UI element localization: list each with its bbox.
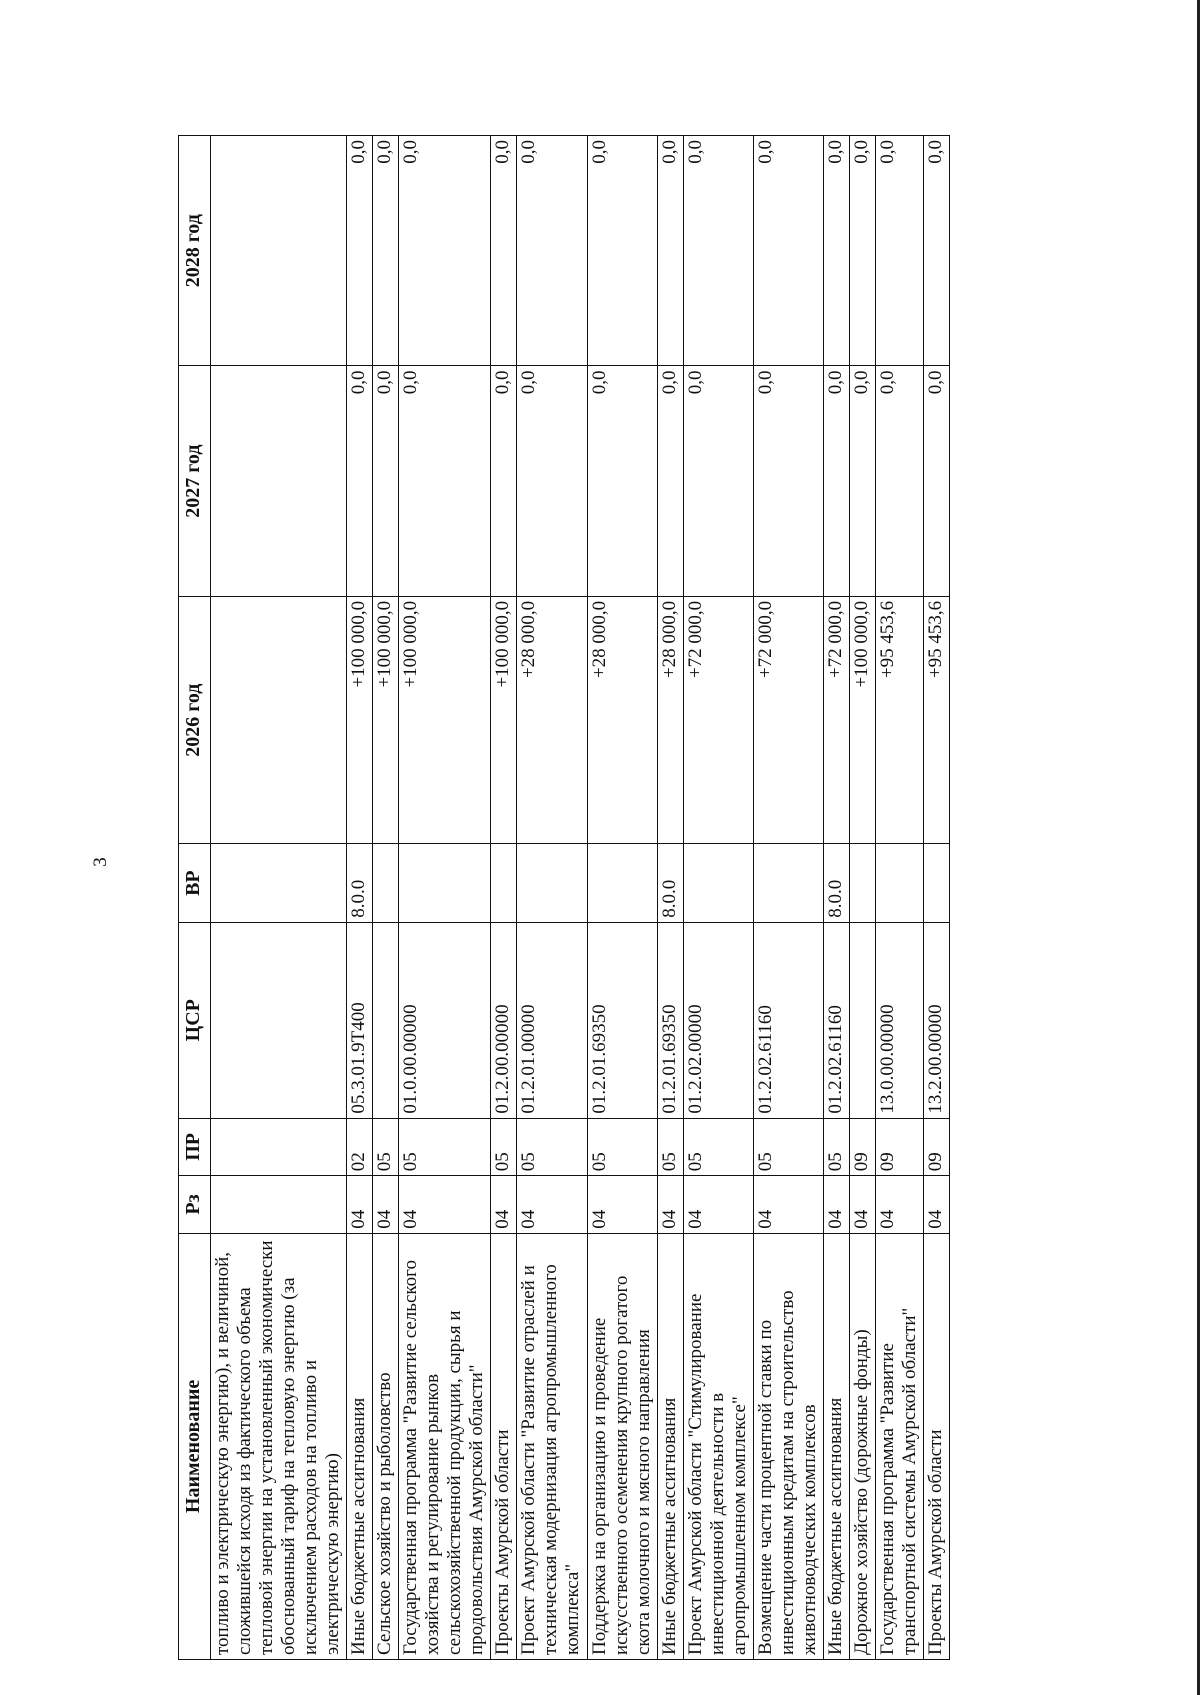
cell-csr: 01.2.01.69350 [657, 922, 683, 1118]
cell-pr: 05 [753, 1118, 823, 1176]
cell-csr [849, 922, 875, 1118]
table-body [211, 136, 950, 1660]
cell-y2027: 0,0 [923, 366, 949, 596]
cell-csr: 13.2.00.00000 [923, 922, 949, 1118]
cell-name: Государственная программа "Развитие сельского хозяйства и регулирование рынков сельскохозяйственной продукции, сырья и продовольствия Амурской области" [399, 1233, 491, 1659]
cell-vr [491, 844, 517, 922]
table-row [657, 136, 683, 1660]
cell-y2028 [211, 136, 347, 366]
page-number: 3 [90, 857, 111, 867]
cell-csr: 01.2.01.69350 [587, 922, 657, 1118]
cell-y2026: +95 453,6 [923, 596, 949, 844]
cell-csr: 01.2.00.00000 [491, 922, 517, 1118]
budget-table [178, 135, 950, 1660]
cell-name: Проект Амурской области "Развитие отраслей и техническая модернизация агропромышленного комплекса" [517, 1233, 587, 1659]
cell-rz: 04 [517, 1176, 587, 1234]
cell-y2026: +100 000,0 [849, 596, 875, 844]
cell-y2027: 0,0 [683, 366, 753, 596]
cell-y2026: +28 000,0 [587, 596, 657, 844]
cell-csr: 13.0.00.00000 [875, 922, 923, 1118]
header-vr: ВР [179, 844, 211, 922]
cell-pr: 09 [875, 1118, 923, 1176]
table-row [587, 136, 657, 1660]
cell-vr [875, 844, 923, 922]
cell-rz: 04 [875, 1176, 923, 1234]
cell-y2028: 0,0 [923, 136, 949, 366]
cell-y2027 [211, 366, 347, 596]
cell-vr [373, 844, 399, 922]
cell-y2026: +72 000,0 [753, 596, 823, 844]
table-row [347, 136, 373, 1660]
cell-pr: 05 [491, 1118, 517, 1176]
cell-y2028: 0,0 [849, 136, 875, 366]
cell-pr: 05 [373, 1118, 399, 1176]
cell-name: Проекты Амурской области [491, 1233, 517, 1659]
cell-rz: 04 [657, 1176, 683, 1234]
cell-pr: 05 [823, 1118, 849, 1176]
cell-name: Дорожное хозяйство (дорожные фонды) [849, 1233, 875, 1659]
cell-y2026: +72 000,0 [823, 596, 849, 844]
cell-vr [399, 844, 491, 922]
cell-rz: 04 [849, 1176, 875, 1234]
table-row [517, 136, 587, 1660]
cell-y2026 [211, 596, 347, 844]
table-row [823, 136, 849, 1660]
header-2026: 2026 год [179, 596, 211, 844]
header-pr: ПР [179, 1118, 211, 1176]
cell-pr: 05 [587, 1118, 657, 1176]
cell-y2027: 0,0 [517, 366, 587, 596]
cell-y2027: 0,0 [399, 366, 491, 596]
cell-y2028: 0,0 [491, 136, 517, 366]
cell-y2027: 0,0 [753, 366, 823, 596]
cell-rz: 04 [491, 1176, 517, 1234]
cell-rz: 04 [753, 1176, 823, 1234]
cell-vr: 8.0.0 [657, 844, 683, 922]
table-row [211, 136, 347, 1660]
cell-y2027: 0,0 [657, 366, 683, 596]
header-2028: 2028 год [179, 136, 211, 366]
cell-rz: 04 [923, 1176, 949, 1234]
cell-vr [211, 844, 347, 922]
header-2027: 2027 год [179, 366, 211, 596]
cell-y2026: +28 000,0 [657, 596, 683, 844]
cell-pr: 09 [849, 1118, 875, 1176]
cell-pr: 05 [683, 1118, 753, 1176]
cell-csr [373, 922, 399, 1118]
cell-y2028: 0,0 [657, 136, 683, 366]
table-row [849, 136, 875, 1660]
cell-y2027: 0,0 [347, 366, 373, 596]
cell-vr [517, 844, 587, 922]
cell-y2027: 0,0 [587, 366, 657, 596]
cell-y2026: +100 000,0 [491, 596, 517, 844]
header-rz: Рз [179, 1176, 211, 1234]
cell-name: Сельское хозяйство и рыболовство [373, 1233, 399, 1659]
cell-vr [683, 844, 753, 922]
cell-name: Иные бюджетные ассигнования [823, 1233, 849, 1659]
cell-y2026: +100 000,0 [347, 596, 373, 844]
cell-y2027: 0,0 [491, 366, 517, 596]
header-csr: ЦСР [179, 922, 211, 1118]
cell-y2027: 0,0 [373, 366, 399, 596]
cell-csr: 01.0.00.00000 [399, 922, 491, 1118]
cell-name: Иные бюджетные ассигнования [657, 1233, 683, 1659]
cell-rz: 04 [587, 1176, 657, 1234]
cell-name: Возмещение части процентной ставки по инвестиционным кредитам на строительство животноводческих комплексов [753, 1233, 823, 1659]
table-row [683, 136, 753, 1660]
table-row [923, 136, 949, 1660]
cell-csr: 01.2.02.61160 [823, 922, 849, 1118]
cell-name: Проекты Амурской области [923, 1233, 949, 1659]
cell-pr: 05 [517, 1118, 587, 1176]
cell-vr [849, 844, 875, 922]
cell-pr: 05 [399, 1118, 491, 1176]
cell-y2026: +100 000,0 [399, 596, 491, 844]
cell-y2028: 0,0 [875, 136, 923, 366]
cell-y2027: 0,0 [875, 366, 923, 596]
header-name: Наименование [179, 1233, 211, 1659]
cell-vr [753, 844, 823, 922]
cell-y2028: 0,0 [753, 136, 823, 366]
cell-rz [211, 1176, 347, 1234]
cell-csr: 01.2.01.00000 [517, 922, 587, 1118]
cell-y2028: 0,0 [347, 136, 373, 366]
cell-pr: 05 [657, 1118, 683, 1176]
cell-rz: 04 [399, 1176, 491, 1234]
cell-name: Проект Амурской области "Стимулирование инвестиционной деятельности в агропромышленном комплексе" [683, 1233, 753, 1659]
cell-pr: 09 [923, 1118, 949, 1176]
cell-pr: 02 [347, 1118, 373, 1176]
cell-y2028: 0,0 [683, 136, 753, 366]
cell-name: Поддержка на организацию и проведение искусственного осеменения крупного рогатого скота молочного и мясного направления [587, 1233, 657, 1659]
cell-rz: 04 [347, 1176, 373, 1234]
table-row [875, 136, 923, 1660]
table-row [399, 136, 491, 1660]
cell-y2026: +72 000,0 [683, 596, 753, 844]
cell-y2026: +28 000,0 [517, 596, 587, 844]
cell-name: Иные бюджетные ассигнования [347, 1233, 373, 1659]
cell-vr [923, 844, 949, 922]
cell-csr: 01.2.02.61160 [753, 922, 823, 1118]
cell-rz: 04 [683, 1176, 753, 1234]
table-header-row [179, 136, 211, 1660]
cell-rz: 04 [823, 1176, 849, 1234]
cell-vr: 8.0.0 [347, 844, 373, 922]
cell-rz: 04 [373, 1176, 399, 1234]
cell-csr: 05.3.01.9Т400 [347, 922, 373, 1118]
cell-y2026: +95 453,6 [875, 596, 923, 844]
cell-vr: 8.0.0 [823, 844, 849, 922]
table-row [753, 136, 823, 1660]
cell-pr [211, 1118, 347, 1176]
cell-y2028: 0,0 [399, 136, 491, 366]
cell-y2028: 0,0 [373, 136, 399, 366]
cell-y2028: 0,0 [823, 136, 849, 366]
table-row [373, 136, 399, 1660]
cell-y2026: +100 000,0 [373, 596, 399, 844]
cell-name: топливо и электрическую энергию), и величиной, сложившейся исходя из фактического объема тепловой энергии на установленный экономически обоснованный тариф на тепловую энергию (за исключением расходов на топливо и электрическую энергию) [211, 1233, 347, 1659]
cell-csr: 01.2.02.00000 [683, 922, 753, 1118]
cell-y2028: 0,0 [517, 136, 587, 366]
table-row [491, 136, 517, 1660]
cell-y2028: 0,0 [587, 136, 657, 366]
cell-y2027: 0,0 [823, 366, 849, 596]
cell-y2027: 0,0 [849, 366, 875, 596]
cell-csr [211, 922, 347, 1118]
cell-vr [587, 844, 657, 922]
cell-name: Государственная программа "Развитие транспортной системы Амурской области" [875, 1233, 923, 1659]
